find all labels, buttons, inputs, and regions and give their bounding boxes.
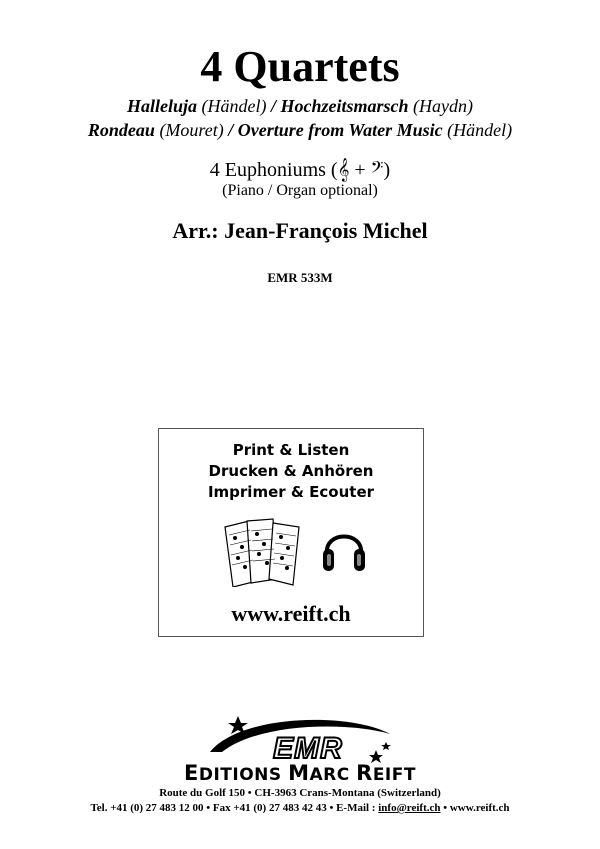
- promo-line-french: Imprimer & Ecouter: [207, 483, 375, 501]
- publisher-name-part: EIFT: [372, 765, 416, 785]
- work-composer: (Haydn): [413, 96, 473, 116]
- publisher-name-part: DITIONS: [198, 765, 289, 785]
- work-composer: (Mouret): [159, 120, 224, 140]
- publisher-name-part: ARC: [309, 765, 357, 785]
- promo-line-german: Drucken & Anhören: [208, 462, 374, 480]
- print-listen-box: [158, 428, 424, 637]
- work-separator: /: [223, 120, 238, 140]
- works-line-2: [0, 119, 600, 141]
- arranger: Arr.: Jean-François Michel: [172, 218, 428, 243]
- promo-url[interactable]: www.reift.ch: [231, 601, 351, 626]
- publisher-contact: [0, 801, 600, 815]
- works-line-1: [0, 95, 600, 117]
- contact-website: • www.reift.ch: [440, 802, 510, 814]
- promo-line-english: Print & Listen: [232, 441, 350, 459]
- work-title: Hochzeitsmarsch: [280, 96, 409, 116]
- contact-phone-fax: Tel. +41 (0) 27 483 12 00 • Fax +41 (0) 27 483 42 43 • E-Mail :: [90, 802, 379, 814]
- work-composer: (Händel): [447, 120, 513, 140]
- work-separator: /: [266, 96, 281, 116]
- work-composer: (Händel): [201, 96, 267, 116]
- emr-logo-text: EMR: [273, 732, 343, 765]
- work-title: Overture from Water Music: [237, 120, 443, 140]
- cover-title: 4 Quartets: [200, 42, 400, 91]
- publisher-name-initial: E: [184, 761, 199, 785]
- work-title: Rondeau: [87, 120, 155, 140]
- publisher-address: Route du Golf 150 • CH-3963 Crans-Montana (Switzerland): [159, 787, 441, 799]
- contact-email-link[interactable]: info@reift.ch: [378, 802, 441, 814]
- instrumentation: 4 Euphoniums (𝄞 + 𝄢): [209, 159, 391, 181]
- optional-accompaniment: (Piano / Organ optional): [222, 182, 378, 199]
- work-title: Halleluja: [126, 96, 197, 116]
- publisher-name-initial: M: [288, 761, 310, 785]
- publisher-name: [0, 762, 600, 786]
- headphones-icon: [321, 521, 367, 575]
- catalog-number: EMR 533M: [267, 270, 333, 285]
- sheet-music-icon: [223, 517, 309, 587]
- publisher-name-initial: R: [356, 761, 373, 785]
